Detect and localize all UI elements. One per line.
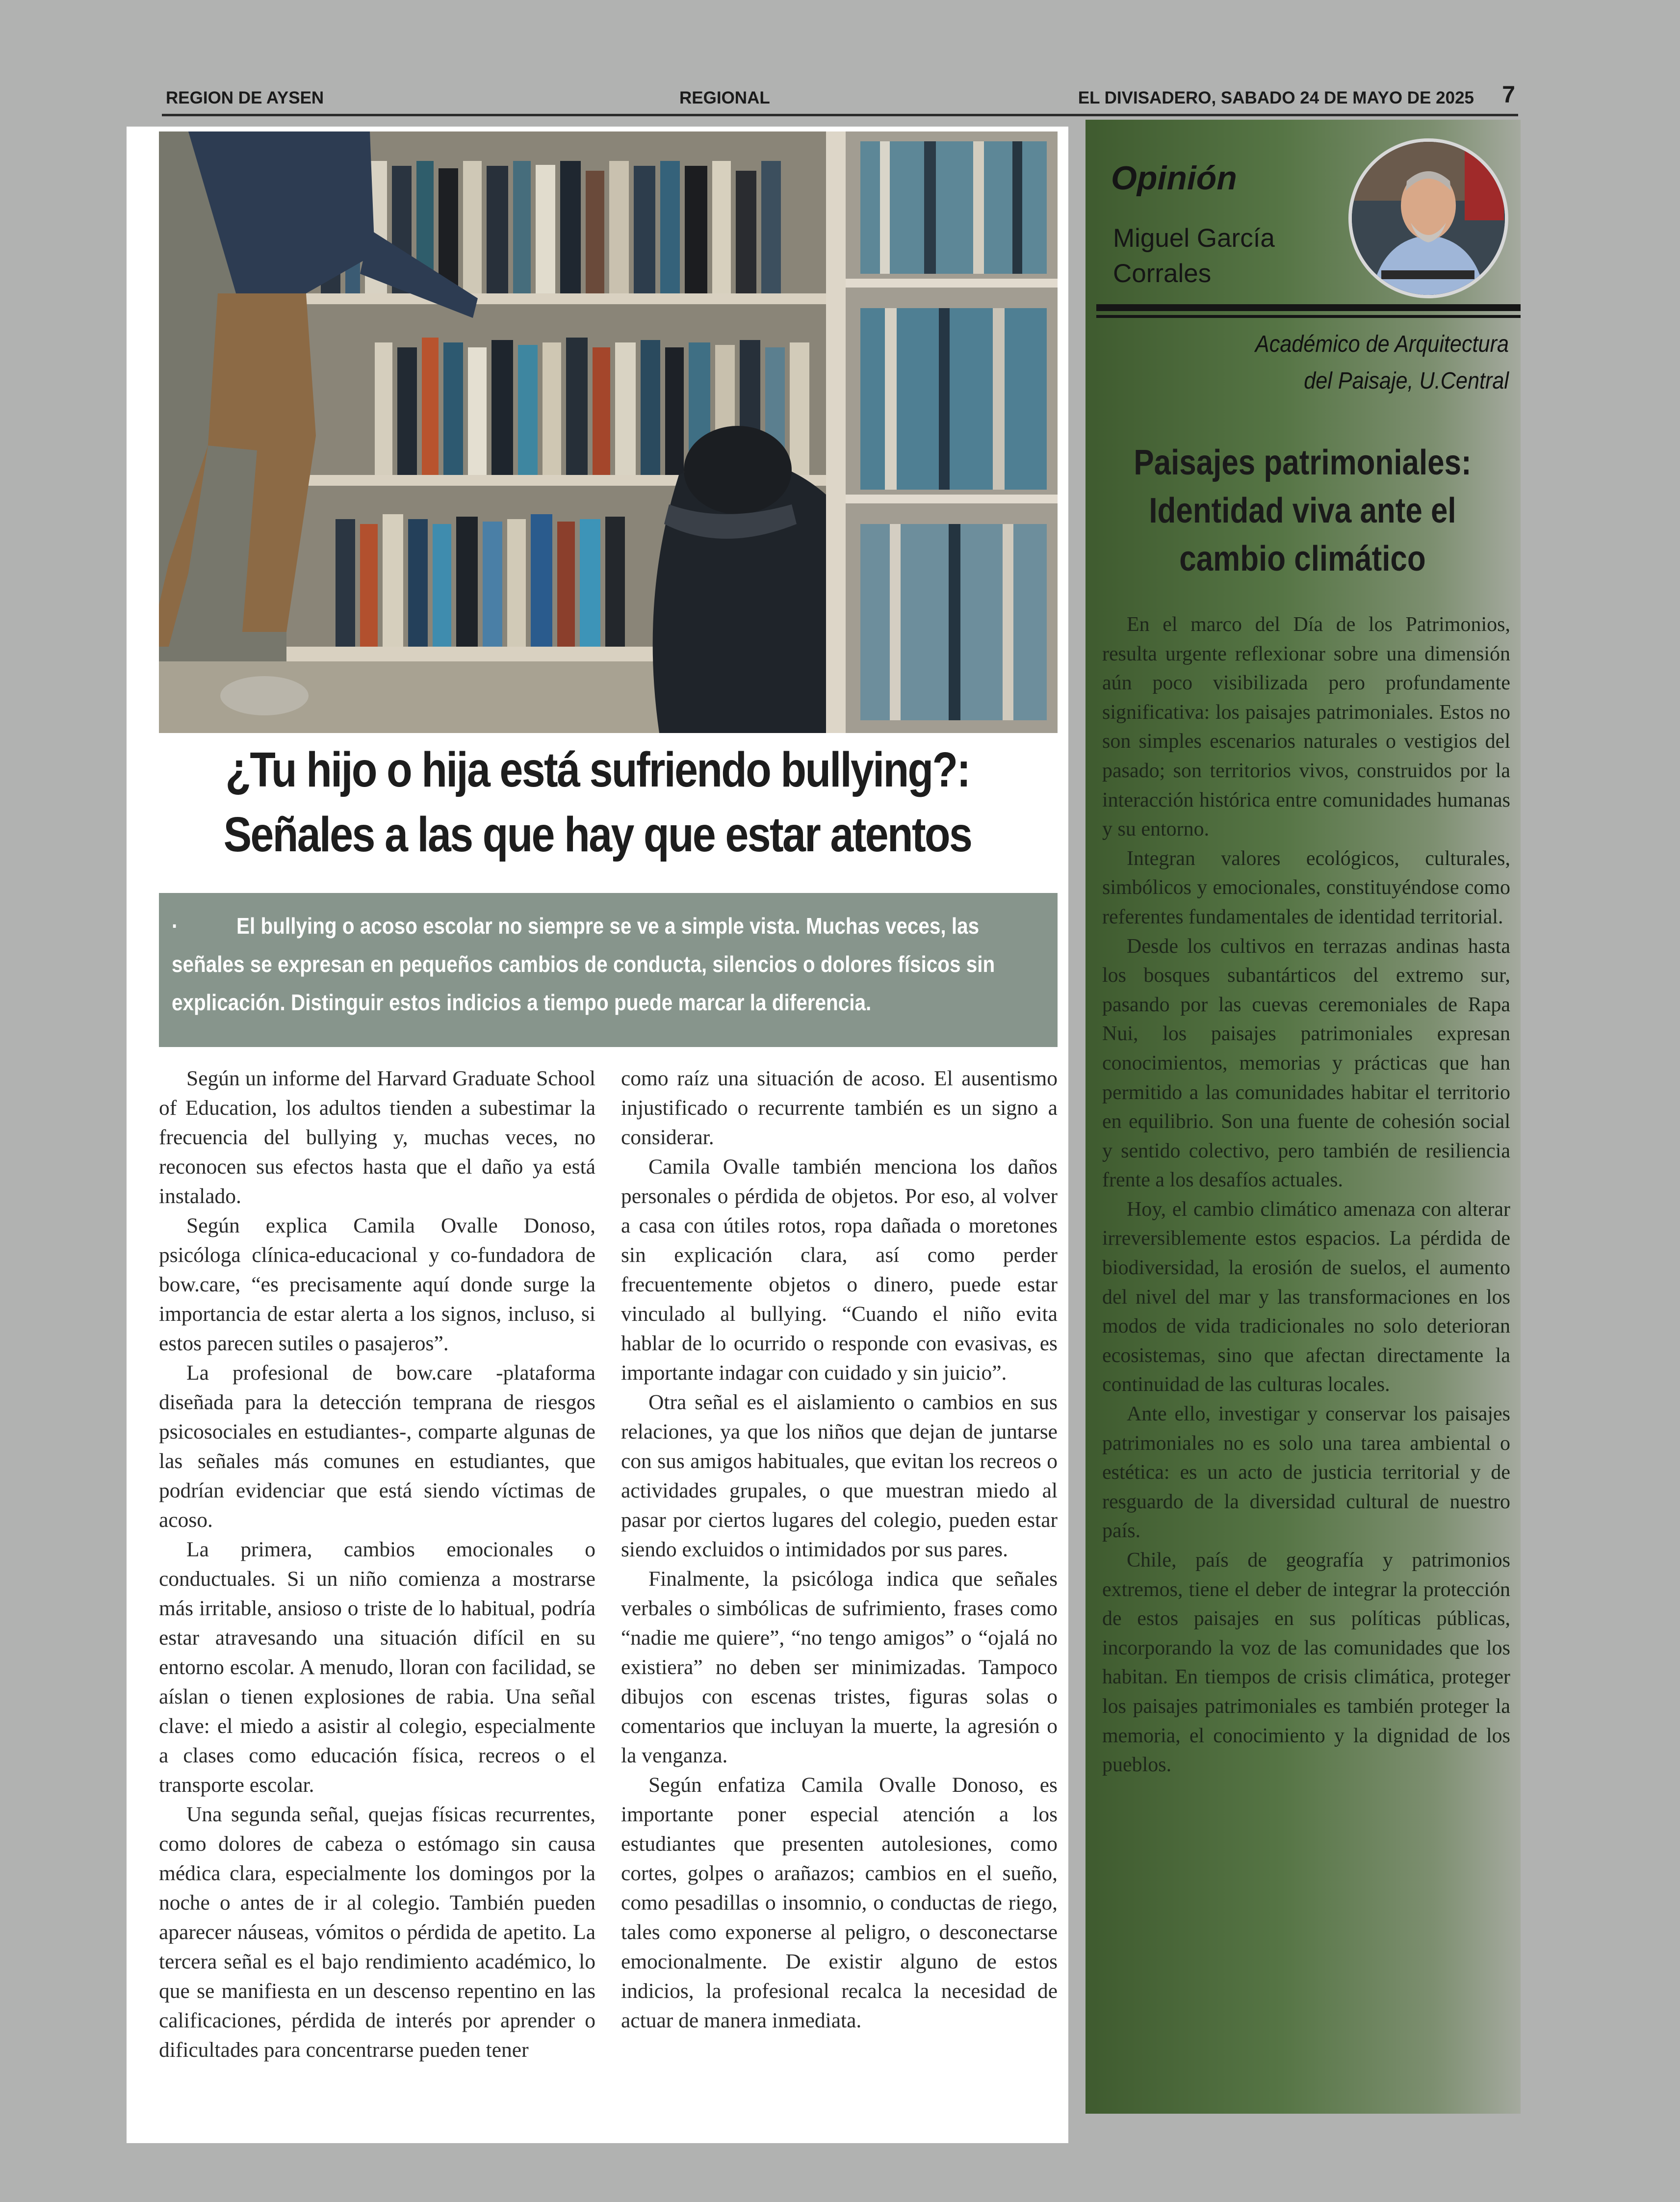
main-article xyxy=(127,127,1068,2143)
paragraph: Según un informe del Harvard Graduate School of Education, los adultos tienden a subestimar la frecuencia del bullying y, muchas veces, no reconocen sus efectos hasta que el daño ya está instalado. xyxy=(159,1067,595,1208)
title-line-3: cambio climático xyxy=(1179,539,1426,578)
paragraph: Chile, país de geografía y patrimonios extremos, tiene el deber de integrar la protección de estos paisajes en sus políticas públicas, incorporando la voz de las comunidades que los habitan. En tiempos de crisis climática, proteger los paisajes patrimoniales es también proteger la memoria, el conocimiento y la dignidad de los pueblos. xyxy=(1102,1549,1510,1777)
article-headline xyxy=(201,737,994,867)
page-number: 7 xyxy=(1502,82,1515,108)
opinion-rule xyxy=(1096,315,1521,318)
bookshelf-photo-icon xyxy=(159,131,1058,733)
paragraph: La profesional de bow.care -plataforma diseñada para la detección temprana de riesgos psicosociales en estudiantes-, comparte algunas de las señales más comunes en estudiantes, que podrían evidenciar que está siendo víctimas de acoso. xyxy=(159,1361,595,1532)
author-line-1: Miguel García xyxy=(1113,224,1275,253)
paragraph: Una segunda señal, quejas físicas recurrentes, como dolores de cabeza o estómago sin causa médica clara, especialmente los domingos por la noche o antes de ir al colegio. También pueden aparecer náuseas, vómitos o pérdida de apetito. La tercera señal es el bajo rendimiento académico, lo que se manifiesta en un descenso repentino en las calificaciones, pérdida de interés por aprender o dificultades para concentrarse pueden tener xyxy=(159,1803,595,2062)
author-line-2: Corrales xyxy=(1113,259,1212,288)
paragraph: Según enfatiza Camila Ovalle Donoso, es importante poner especial atención a los estudiantes que presenten autolesiones, como cortes, golpes o arañazos; cambios en el sueño, como pesadillas o insomnio, o conductas de riego, tales como exponerse al peligro, o desconectarse emocionalmente. De existir alguno de estos indicios, la profesional recalca la necesidad de actuar de manera inmediata. xyxy=(621,1773,1058,2032)
headline-line-1: ¿Tu hijo o hija está sufriendo bullying?: xyxy=(225,742,970,797)
author-role xyxy=(1200,326,1509,399)
headline-line-2: Señales a las que hay que estar atentos xyxy=(223,807,972,862)
paragraph: Camila Ovalle también menciona los daños personales o pérdida de objetos. Por eso, al volver a casa con útiles rotos, ropa dañada o moretones sin explicación clara, así como perder frecuentemente objetos o dinero, puede estar vinculado al bullying. “Cuando el niño evita hablar de lo ocurrido o responde con evasivas, es importante indagar con cuidado y sin juicio”. xyxy=(621,1155,1058,1385)
running-head xyxy=(162,84,1518,116)
author-name xyxy=(1113,221,1319,291)
article-column-2 xyxy=(621,1064,1058,2035)
section-label: REGIONAL xyxy=(679,88,770,107)
paragraph: Finalmente, la psicóloga indica que señales verbales o simbólicas de sufrimiento, frases como “nadie me quiere”, “no tengo amigos” o “ojalá no existiera” no deben ser minimizadas. Tampoco dibujos con escenas tristes, figuras solas o comentarios que incluyan la muerte, la agresión o la venganza. xyxy=(621,1567,1058,1767)
paragraph: Desde los cultivos en terrazas andinas hasta los bosques subantárticos del extremo sur, pasando por las cuevas ceremoniales de Rapa Nui, los paisajes patrimoniales expresan conocimientos, memorias y prácticas que han permitido a las comunidades habitar el territorio en equilibrio. Son una fuente de cohesión social y sentido colectivo, pero también de resiliencia frente a los desafíos actuales. xyxy=(1102,935,1510,1192)
paragraph: La primera, cambios emocionales o conductuales. Si un niño comienza a mostrarse más irritable, ansioso o triste de lo habitual, podría estar atravesando una situación difícil en su entorno escolar. A menudo, lloran con facilidad, se aíslan o tienen explosiones de rabia. Una señal clave: el miedo a asistir al colegio, especialmente a clases como educación física, recreos o el transporte escolar. xyxy=(159,1538,595,1797)
title-line-1: Paisajes patrimoniales: xyxy=(1134,443,1472,482)
publication-date: EL DIVISADERO, SABADO 24 DE MAYO DE 2025 xyxy=(1078,88,1474,107)
opinion-body xyxy=(1102,610,1510,1780)
opinion-label: Opinión xyxy=(1111,159,1237,197)
lead-text: El bullying o acoso escolar no siempre se ve a simple vista. Muchas veces, las señales se expresan en pequeños cambios de conducta, silencios o dolores físicos sin explicación. Distinguir estos indicios a tiempo puede marcar la diferencia. xyxy=(172,913,995,1015)
lead-bullet: · xyxy=(172,913,179,939)
role-line-1: Académico de Arquitectura xyxy=(1255,331,1509,357)
author-portrait-icon xyxy=(1348,138,1508,298)
opinion-title xyxy=(1124,439,1481,583)
paragraph: Ante ello, investigar y conservar los paisajes patrimoniales no es solo una tarea ambiental o estética: es un acto de justicia territorial y de resguardo de la diversidad cultural de nuestro país. xyxy=(1102,1403,1510,1543)
region-label: REGION DE AYSEN xyxy=(166,88,324,107)
paragraph: Otra señal es el aislamiento o cambios en sus relaciones, ya que los niños que dejan de juntarse con sus amigos habituales, que evitan los recreos o actividades grupales, o que muestran miedo al pasar por ciertos lugares del colegio, pueden estar siendo excluidos o intimidados por sus pares. xyxy=(621,1390,1058,1561)
opinion-column xyxy=(1086,120,1521,2114)
paragraph: Hoy, el cambio climático amenaza con alterar irreversiblemente estos espacios. La pérdida de biodiversidad, la erosión de suelos, el aumento del nivel del mar y las transformaciones en los modos de vida tradicionales no solo deterioran ecosistemas, sino que afectan directamente la continuidad de las culturas locales. xyxy=(1102,1198,1510,1396)
title-line-2: Identidad viva ante el xyxy=(1149,491,1456,530)
article-column-1 xyxy=(159,1064,595,2065)
paragraph-continuation: como raíz una situación de acoso. El ausentismo injustificado o recurrente también es un signo a considerar. xyxy=(621,1067,1058,1149)
paragraph: Integran valores ecológicos, culturales, simbólicos y emocionales, constituyéndose como referentes fundamentales de identidad territorial. xyxy=(1102,847,1510,928)
paragraph: Según explica Camila Ovalle Donoso, psicóloga clínica-educacional y co-fundadora de bow.care, “es precisamente aquí donde surge la importancia de estar alerta a los signos, incluso, si estos parecen sutiles o pasajeros”. xyxy=(159,1214,595,1355)
paragraph: En el marco del Día de los Patrimonios, resulta urgente reflexionar sobre una dimensión aún poco visibilizada pero profundamente significativa: los paisajes patrimoniales. Estos no son simples escenarios naturales o vestigios del pasado; son territorios vivos, construidos por la interacción histórica entre comunidades humanas y su entorno. xyxy=(1102,613,1510,841)
role-line-2: del Paisaje, U.Central xyxy=(1304,368,1509,394)
lead-box xyxy=(159,893,1058,1047)
opinion-rule xyxy=(1096,304,1521,311)
